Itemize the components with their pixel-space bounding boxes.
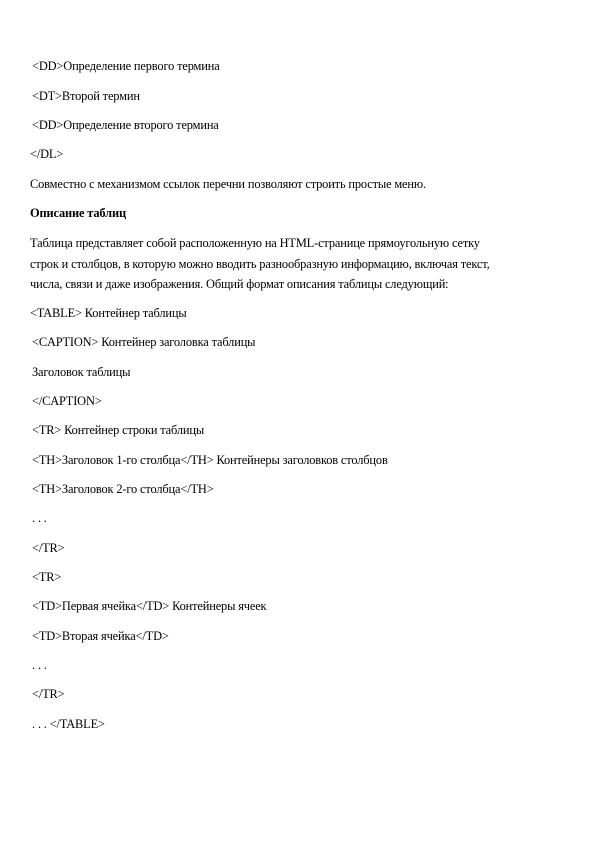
table-close-line: . . . </TABLE> xyxy=(32,717,105,731)
th-second-line: <TH>Заголовок 2-го столбца</TH> xyxy=(32,482,214,496)
tr-close-line-1: </TR> xyxy=(32,541,65,555)
section-heading: Описание таблиц xyxy=(30,206,126,220)
th-first-line: <TH>Заголовок 1-го столбца</TH> Контейнеры заголовков столбцов xyxy=(32,453,388,467)
dd-second-definition-line: <DD>Определение второго термина xyxy=(32,118,219,132)
td-first-line: <TD>Первая ячейка</TD> Контейнеры ячеек xyxy=(32,599,267,613)
caption-close-line: </CAPTION> xyxy=(32,394,102,408)
dt-second-term-line: <DT>Второй термин xyxy=(32,89,140,103)
table-description-line-3: числа, связи и даже изображения. Общий формат описания таблицы следующий: xyxy=(30,277,449,291)
dd-first-definition-line: <DD>Определение первого термина xyxy=(32,59,220,73)
ellipsis-line-1: . . . xyxy=(32,511,47,525)
menu-paragraph: Совместно с механизмом ссылок перечни позволяют строить простые меню. xyxy=(30,177,426,191)
table-open-line: <TABLE> Контейнер таблицы xyxy=(30,306,187,320)
caption-text-line: Заголовок таблицы xyxy=(32,365,131,379)
caption-open-line: <CAPTION> Контейнер заголовка таблицы xyxy=(32,335,256,349)
ellipsis-line-2: . . . xyxy=(32,658,47,672)
tr-open-line: <TR> Контейнер строки таблицы xyxy=(32,423,205,437)
td-second-line: <TD>Вторая ячейка</TD> xyxy=(32,629,169,643)
tr-close-line-2: </TR> xyxy=(32,687,65,701)
tr-open-line-2: <TR> xyxy=(32,570,62,584)
dl-close-line: </DL> xyxy=(30,147,64,161)
table-description-line-2: строк и столбцов, в которую можно вводить разнообразную информацию, включая текст, xyxy=(30,257,490,271)
table-description-line-1: Таблица представляет собой расположенную на HTML-странице прямоугольную сетку xyxy=(30,236,480,250)
